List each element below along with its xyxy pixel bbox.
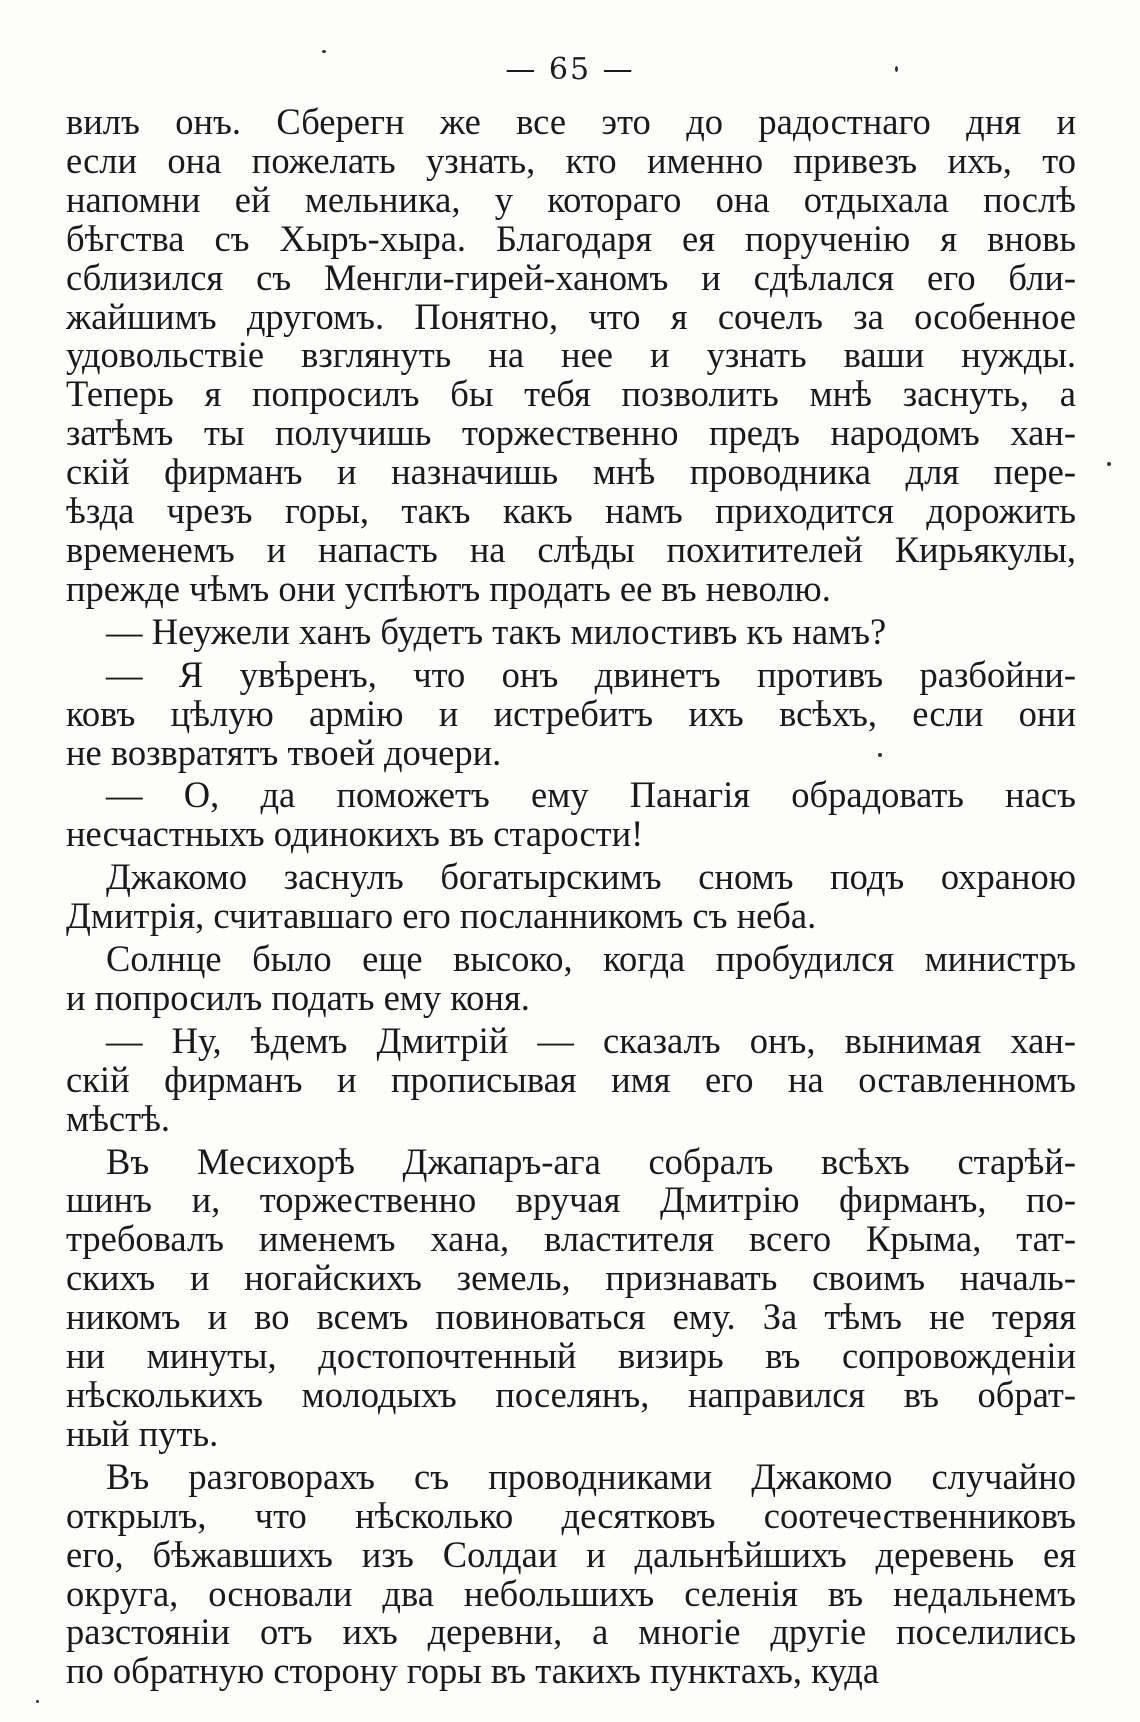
print-speck bbox=[878, 753, 882, 757]
paragraph bbox=[66, 610, 1076, 652]
text-line: бѣгства съ Хыръ-хыра. Благодаря ея порученію я вновь bbox=[66, 217, 1076, 259]
text-line: и попросилъ подать ему коня. bbox=[66, 976, 530, 1018]
text-line: скій фирманъ и прописывая имя его на оставленномъ bbox=[66, 1058, 1076, 1100]
text-line: шинъ и, торжественно вручая Дмитрію фирманъ, по- bbox=[66, 1179, 1076, 1221]
page-number: — 65 — bbox=[505, 52, 635, 87]
text-line: ни минуты, достопочтенный визирь въ сопровожденіи bbox=[66, 1335, 1076, 1377]
text-line: Дмитрія, считавшаго его посланникомъ съ неба. bbox=[66, 895, 817, 937]
text-line: требовалъ именемъ хана, властителя всего Крыма, тат- bbox=[66, 1218, 1076, 1260]
text-line: по обратную сторону горы въ такихъ пунктахъ, куда bbox=[66, 1650, 880, 1692]
text-line: округа, основали два небольшихъ селенія въ недальнемъ bbox=[66, 1572, 1076, 1614]
paragraph bbox=[66, 103, 1076, 609]
paragraph bbox=[66, 776, 1076, 854]
paragraph bbox=[66, 858, 1076, 936]
text-line: ѣзда чрезъ горы, такъ какъ намъ приходится дорожить bbox=[66, 490, 1076, 532]
text-line: прежде чѣмъ они успѣютъ продать ее въ неволю. bbox=[66, 567, 831, 609]
text-line: затѣмъ ты получишь торжественно предъ народомъ хан- bbox=[66, 412, 1076, 454]
text-line: Въ Месихорѣ Джапаръ-ага собралъ всѣхъ старѣй- bbox=[106, 1140, 1076, 1182]
text-line: разстояніи отъ ихъ деревни, а многіе другіе поселились bbox=[66, 1611, 1076, 1653]
paragraph bbox=[66, 653, 1076, 773]
text-line: скій фирманъ и назначишь мнѣ проводника для пере- bbox=[66, 451, 1076, 493]
text-line: — Ну, ѣдемъ Дмитрій — сказалъ онъ, вынимая хан- bbox=[106, 1019, 1076, 1061]
text-line: Въ разговорахъ съ проводниками Джакомо случайно bbox=[106, 1455, 1076, 1497]
text-line: ковъ цѣлую армію и истребитъ ихъ всѣхъ, если они bbox=[66, 692, 1076, 734]
text-line: Солнце было еще высоко, когда пробудился министръ bbox=[106, 938, 1076, 980]
text-line: скихъ и ногайскихъ земель, признавать своимъ началь- bbox=[66, 1257, 1076, 1299]
page-body-text bbox=[66, 103, 1076, 1691]
text-line: Джакомо заснулъ богатырскимъ сномъ подъ охраною bbox=[106, 856, 1076, 898]
text-line: Теперь я попросилъ бы тебя позволить мнѣ заснуть, а bbox=[66, 373, 1076, 415]
text-line: вилъ онъ. Сберегн же все это до радостнаго дня и bbox=[66, 101, 1076, 142]
text-line: временемъ и напасть на слѣды похитителей Кирьякулы, bbox=[66, 528, 1076, 570]
text-line: удовольствіе взглянуть на нее и узнать ваши нужды. bbox=[66, 334, 1076, 376]
text-line: жайшимъ другомъ. Понятно, что я сочелъ за особенное bbox=[66, 295, 1076, 337]
paragraph bbox=[66, 1019, 1076, 1139]
text-line: не возвратятъ твоей дочери. bbox=[66, 731, 502, 773]
text-line: открылъ, что нѣсколько десятковъ соотечественниковъ bbox=[66, 1494, 1076, 1536]
paragraph bbox=[66, 1140, 1076, 1454]
print-speck bbox=[1107, 462, 1111, 466]
text-line: напомни ей мельника, у котораго она отдыхала послѣ bbox=[66, 178, 1076, 220]
print-speck bbox=[895, 66, 898, 72]
paragraph bbox=[66, 1455, 1076, 1692]
text-line: сблизился съ Менгли-гирей-ханомъ и сдѣлался его бли- bbox=[66, 256, 1076, 298]
text-line: — Неужели ханъ будетъ такъ милостивъ къ намъ? bbox=[106, 610, 887, 652]
text-line: если она пожелать узнать, кто именно привезъ ихъ, то bbox=[66, 139, 1076, 181]
text-line: его, бѣжавшихъ изъ Солдаи и дальнѣйшихъ деревень ея bbox=[66, 1533, 1076, 1575]
print-speck bbox=[36, 1700, 39, 1703]
text-line: ный путь. bbox=[66, 1412, 219, 1454]
print-speck bbox=[322, 50, 326, 53]
text-line: — Я увѣренъ, что онъ двинетъ противъ разбойни- bbox=[106, 653, 1076, 695]
text-line: несчастныхъ одинокихъ въ старости! bbox=[66, 813, 644, 855]
text-line: — О, да поможетъ ему Панагія обрадовать насъ bbox=[106, 774, 1076, 816]
paragraph bbox=[66, 940, 1076, 1018]
text-line: нѣсколькихъ молодыхъ поселянъ, направился въ обрат- bbox=[66, 1374, 1076, 1415]
text-line: мѣстѣ. bbox=[66, 1097, 171, 1139]
text-line: никомъ и во всемъ повиноваться ему. За тѣмъ не теряя bbox=[66, 1296, 1076, 1338]
